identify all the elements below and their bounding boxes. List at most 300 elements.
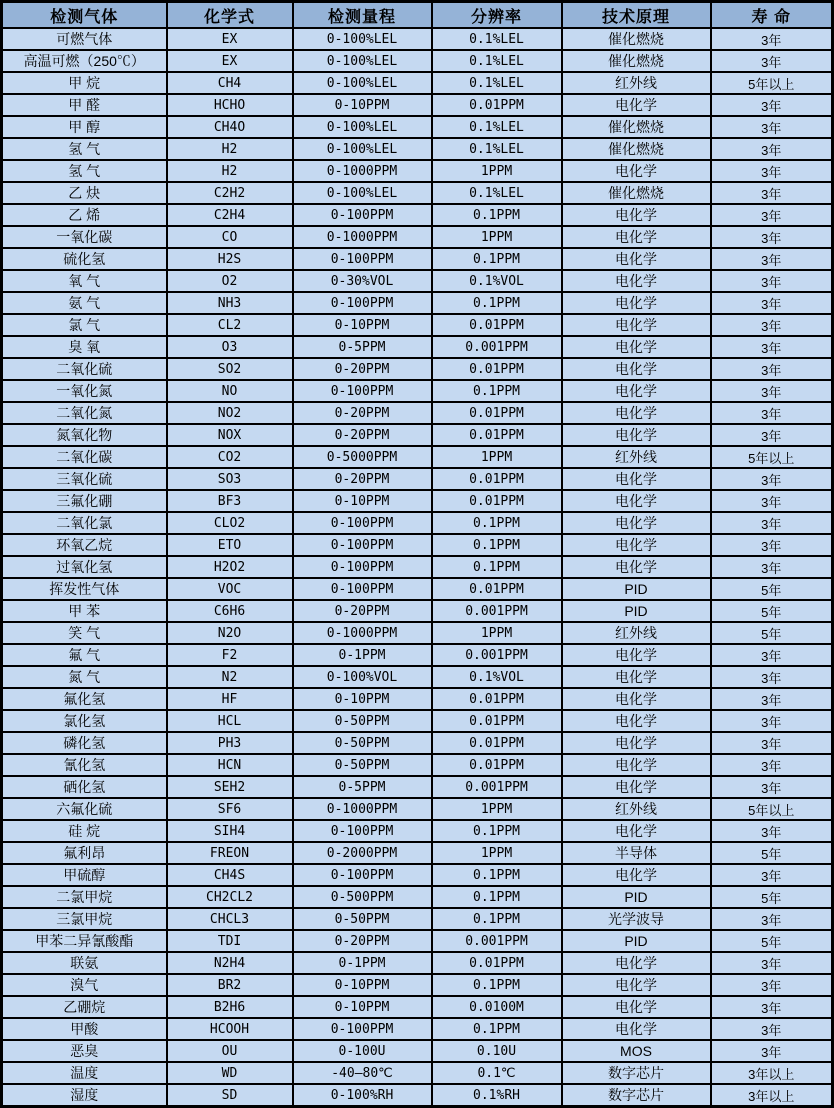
cell-lifespan: 3年 <box>711 556 833 578</box>
cell-formula: N2H4 <box>167 952 293 974</box>
cell-resolution: 0.1%VOL <box>432 666 562 688</box>
cell-principle: 电化学 <box>562 1018 711 1040</box>
cell-range: 0-20PPM <box>293 600 432 622</box>
cell-range: 0-100%LEL <box>293 28 432 50</box>
cell-gas: 氮氧化物 <box>2 424 167 446</box>
cell-range: 0-5000PPM <box>293 446 432 468</box>
cell-principle: PID <box>562 930 711 952</box>
cell-resolution: 0.01PPM <box>432 952 562 974</box>
cell-formula: H2 <box>167 160 293 182</box>
cell-range: 0-100PPM <box>293 556 432 578</box>
cell-principle: 红外线 <box>562 72 711 94</box>
cell-principle: 电化学 <box>562 512 711 534</box>
cell-gas: 磷化氢 <box>2 732 167 754</box>
cell-principle: 电化学 <box>562 226 711 248</box>
cell-resolution: 0.01PPM <box>432 94 562 116</box>
column-header-range: 检测量程 <box>293 2 432 29</box>
cell-resolution: 0.1PPM <box>432 204 562 226</box>
cell-gas: 氟化氢 <box>2 688 167 710</box>
cell-gas: 甲 醇 <box>2 116 167 138</box>
cell-lifespan: 5年 <box>711 622 833 644</box>
cell-gas: 氢 气 <box>2 138 167 160</box>
cell-gas: 二氯甲烷 <box>2 886 167 908</box>
cell-gas: 乙 烯 <box>2 204 167 226</box>
cell-gas: 三氟化硼 <box>2 490 167 512</box>
cell-formula: HCN <box>167 754 293 776</box>
cell-formula: BR2 <box>167 974 293 996</box>
cell-resolution: 0.01PPM <box>432 710 562 732</box>
cell-range: 0-100PPM <box>293 578 432 600</box>
cell-gas: 二氧化氮 <box>2 402 167 424</box>
cell-formula: N2O <box>167 622 293 644</box>
cell-gas: 甲 烷 <box>2 72 167 94</box>
cell-gas: 氢 气 <box>2 160 167 182</box>
cell-lifespan: 3年 <box>711 490 833 512</box>
cell-resolution: 0.0100M <box>432 996 562 1018</box>
cell-lifespan: 3年 <box>711 468 833 490</box>
cell-lifespan: 3年 <box>711 644 833 666</box>
cell-range: 0-10PPM <box>293 314 432 336</box>
cell-range: 0-1000PPM <box>293 160 432 182</box>
table-row <box>2 380 833 402</box>
cell-gas: 甲 苯 <box>2 600 167 622</box>
table-row <box>2 512 833 534</box>
table-row <box>2 886 833 908</box>
cell-range: 0-50PPM <box>293 732 432 754</box>
cell-gas: 高温可燃（250℃） <box>2 50 167 72</box>
cell-principle: 电化学 <box>562 402 711 424</box>
cell-principle: PID <box>562 886 711 908</box>
cell-principle: 电化学 <box>562 776 711 798</box>
cell-resolution: 0.001PPM <box>432 336 562 358</box>
table-row <box>2 754 833 776</box>
cell-resolution: 0.01PPM <box>432 490 562 512</box>
cell-gas: 三氯甲烷 <box>2 908 167 930</box>
cell-formula: CH2CL2 <box>167 886 293 908</box>
cell-gas: 温度 <box>2 1062 167 1084</box>
table-row <box>2 270 833 292</box>
cell-range: 0-1000PPM <box>293 226 432 248</box>
cell-gas: 恶臭 <box>2 1040 167 1062</box>
cell-principle: 电化学 <box>562 490 711 512</box>
cell-range: 0-100PPM <box>293 1018 432 1040</box>
cell-gas: 硒化氢 <box>2 776 167 798</box>
cell-lifespan: 3年 <box>711 1018 833 1040</box>
table-row <box>2 94 833 116</box>
cell-principle: 电化学 <box>562 204 711 226</box>
cell-formula: SD <box>167 1084 293 1107</box>
cell-formula: NH3 <box>167 292 293 314</box>
cell-resolution: 0.10U <box>432 1040 562 1062</box>
cell-gas: 二氧化氯 <box>2 512 167 534</box>
cell-range: 0-100%LEL <box>293 72 432 94</box>
cell-lifespan: 3年 <box>711 28 833 50</box>
cell-lifespan: 3年 <box>711 314 833 336</box>
cell-principle: 数字芯片 <box>562 1084 711 1107</box>
cell-resolution: 0.01PPM <box>432 688 562 710</box>
cell-resolution: 0.01PPM <box>432 358 562 380</box>
cell-formula: F2 <box>167 644 293 666</box>
cell-gas: 氟 气 <box>2 644 167 666</box>
cell-gas: 甲 醛 <box>2 94 167 116</box>
cell-formula: OU <box>167 1040 293 1062</box>
cell-resolution: 0.001PPM <box>432 776 562 798</box>
cell-principle: 红外线 <box>562 446 711 468</box>
cell-resolution: 0.1PPM <box>432 556 562 578</box>
cell-range: 0-500PPM <box>293 886 432 908</box>
cell-resolution: 0.1%LEL <box>432 182 562 204</box>
cell-formula: HCHO <box>167 94 293 116</box>
cell-formula: EX <box>167 50 293 72</box>
cell-lifespan: 3年 <box>711 1040 833 1062</box>
table-row <box>2 1040 833 1062</box>
table-row <box>2 226 833 248</box>
table-row <box>2 1084 833 1107</box>
cell-formula: O3 <box>167 336 293 358</box>
cell-lifespan: 3年 <box>711 512 833 534</box>
cell-range: 0-10PPM <box>293 996 432 1018</box>
cell-formula: PH3 <box>167 732 293 754</box>
cell-lifespan: 5年 <box>711 930 833 952</box>
cell-range: 0-10PPM <box>293 490 432 512</box>
cell-lifespan: 5年以上 <box>711 798 833 820</box>
table-row <box>2 732 833 754</box>
cell-principle: 电化学 <box>562 380 711 402</box>
cell-range: 0-100%LEL <box>293 116 432 138</box>
cell-lifespan: 3年 <box>711 776 833 798</box>
cell-range: 0-100PPM <box>293 864 432 886</box>
cell-gas: 氨 气 <box>2 292 167 314</box>
table-row <box>2 710 833 732</box>
cell-formula: C6H6 <box>167 600 293 622</box>
cell-formula: HCOOH <box>167 1018 293 1040</box>
cell-resolution: 0.01PPM <box>432 402 562 424</box>
table-row <box>2 666 833 688</box>
cell-range: 0-100PPM <box>293 534 432 556</box>
cell-lifespan: 3年以上 <box>711 1062 833 1084</box>
cell-gas: 氟利昂 <box>2 842 167 864</box>
cell-principle: 电化学 <box>562 644 711 666</box>
cell-range: 0-5PPM <box>293 776 432 798</box>
cell-formula: HF <box>167 688 293 710</box>
cell-formula: BF3 <box>167 490 293 512</box>
cell-resolution: 0.1℃ <box>432 1062 562 1084</box>
table-row <box>2 600 833 622</box>
cell-gas: 乙 炔 <box>2 182 167 204</box>
cell-principle: 电化学 <box>562 160 711 182</box>
table-row <box>2 556 833 578</box>
table-row <box>2 248 833 270</box>
cell-lifespan: 3年 <box>711 732 833 754</box>
cell-principle: 数字芯片 <box>562 1062 711 1084</box>
cell-resolution: 0.01PPM <box>432 732 562 754</box>
cell-formula: NO2 <box>167 402 293 424</box>
cell-lifespan: 3年 <box>711 182 833 204</box>
cell-formula: SO2 <box>167 358 293 380</box>
cell-gas: 氯化氢 <box>2 710 167 732</box>
cell-range: 0-1PPM <box>293 952 432 974</box>
cell-principle: 电化学 <box>562 468 711 490</box>
cell-lifespan: 3年 <box>711 116 833 138</box>
cell-range: 0-100PPM <box>293 248 432 270</box>
table-row <box>2 72 833 94</box>
cell-range: 0-20PPM <box>293 424 432 446</box>
table-row <box>2 952 833 974</box>
cell-gas: 一氧化氮 <box>2 380 167 402</box>
cell-principle: 催化燃烧 <box>562 116 711 138</box>
table-row <box>2 798 833 820</box>
cell-principle: 电化学 <box>562 292 711 314</box>
cell-gas: 笑 气 <box>2 622 167 644</box>
cell-range: 0-20PPM <box>293 358 432 380</box>
table-row <box>2 1018 833 1040</box>
cell-range: 0-100%LEL <box>293 50 432 72</box>
cell-range: 0-10PPM <box>293 94 432 116</box>
cell-lifespan: 3年 <box>711 688 833 710</box>
cell-resolution: 0.1PPM <box>432 886 562 908</box>
table-row <box>2 28 833 50</box>
cell-formula: N2 <box>167 666 293 688</box>
cell-range: 0-5PPM <box>293 336 432 358</box>
cell-formula: CO <box>167 226 293 248</box>
cell-range: 0-30%VOL <box>293 270 432 292</box>
cell-principle: 红外线 <box>562 622 711 644</box>
cell-range: 0-100%LEL <box>293 182 432 204</box>
cell-resolution: 0.1%VOL <box>432 270 562 292</box>
table-row <box>2 688 833 710</box>
table-row <box>2 424 833 446</box>
table-row <box>2 50 833 72</box>
cell-lifespan: 3年 <box>711 710 833 732</box>
cell-resolution: 1PPM <box>432 446 562 468</box>
table-row <box>2 974 833 996</box>
cell-principle: 电化学 <box>562 94 711 116</box>
cell-range: 0-50PPM <box>293 908 432 930</box>
cell-principle: 电化学 <box>562 952 711 974</box>
cell-range: 0-100%LEL <box>293 138 432 160</box>
cell-principle: 电化学 <box>562 688 711 710</box>
cell-lifespan: 3年 <box>711 402 833 424</box>
cell-gas: 二氧化硫 <box>2 358 167 380</box>
column-header-gas: 检测气体 <box>2 2 167 29</box>
cell-formula: SO3 <box>167 468 293 490</box>
cell-range: 0-100PPM <box>293 380 432 402</box>
cell-resolution: 0.01PPM <box>432 314 562 336</box>
cell-lifespan: 3年 <box>711 336 833 358</box>
cell-gas: 可燃气体 <box>2 28 167 50</box>
cell-formula: H2S <box>167 248 293 270</box>
column-header-resolution: 分辨率 <box>432 2 562 29</box>
cell-range: 0-100PPM <box>293 292 432 314</box>
cell-formula: O2 <box>167 270 293 292</box>
cell-lifespan: 3年 <box>711 292 833 314</box>
cell-principle: 催化燃烧 <box>562 182 711 204</box>
cell-resolution: 0.1PPM <box>432 380 562 402</box>
cell-gas: 三氧化硫 <box>2 468 167 490</box>
table-row <box>2 468 833 490</box>
cell-range: 0-100PPM <box>293 820 432 842</box>
table-row <box>2 446 833 468</box>
cell-formula: CH4S <box>167 864 293 886</box>
cell-principle: 电化学 <box>562 248 711 270</box>
cell-range: 0-10PPM <box>293 974 432 996</box>
cell-lifespan: 5年 <box>711 600 833 622</box>
cell-range: 0-100PPM <box>293 512 432 534</box>
cell-range: 0-1PPM <box>293 644 432 666</box>
cell-lifespan: 3年 <box>711 864 833 886</box>
cell-lifespan: 3年 <box>711 974 833 996</box>
cell-lifespan: 3年以上 <box>711 1084 833 1107</box>
table-row <box>2 314 833 336</box>
cell-formula: CHCL3 <box>167 908 293 930</box>
cell-lifespan: 5年 <box>711 886 833 908</box>
cell-gas: 过氧化氢 <box>2 556 167 578</box>
cell-gas: 甲硫醇 <box>2 864 167 886</box>
table-row <box>2 996 833 1018</box>
cell-lifespan: 5年 <box>711 842 833 864</box>
table-row <box>2 490 833 512</box>
cell-principle: 半导体 <box>562 842 711 864</box>
table-row <box>2 534 833 556</box>
cell-range: 0-20PPM <box>293 468 432 490</box>
cell-lifespan: 3年 <box>711 94 833 116</box>
cell-gas: 湿度 <box>2 1084 167 1107</box>
cell-lifespan: 3年 <box>711 226 833 248</box>
cell-lifespan: 5年以上 <box>711 72 833 94</box>
cell-principle: 电化学 <box>562 732 711 754</box>
cell-lifespan: 5年以上 <box>711 446 833 468</box>
cell-range: 0-20PPM <box>293 402 432 424</box>
cell-principle: 电化学 <box>562 534 711 556</box>
cell-range: 0-50PPM <box>293 710 432 732</box>
cell-formula: EX <box>167 28 293 50</box>
cell-formula: SIH4 <box>167 820 293 842</box>
cell-formula: C2H2 <box>167 182 293 204</box>
cell-lifespan: 3年 <box>711 248 833 270</box>
cell-resolution: 0.1PPM <box>432 864 562 886</box>
table-row <box>2 1062 833 1084</box>
cell-resolution: 0.1%LEL <box>432 50 562 72</box>
table-row <box>2 116 833 138</box>
cell-principle: 电化学 <box>562 270 711 292</box>
cell-lifespan: 3年 <box>711 424 833 446</box>
cell-principle: 电化学 <box>562 336 711 358</box>
cell-formula: CH4O <box>167 116 293 138</box>
cell-resolution: 0.01PPM <box>432 578 562 600</box>
cell-resolution: 0.001PPM <box>432 930 562 952</box>
cell-gas: 硫化氢 <box>2 248 167 270</box>
cell-formula: CO2 <box>167 446 293 468</box>
cell-range: 0-1000PPM <box>293 622 432 644</box>
cell-resolution: 0.01PPM <box>432 754 562 776</box>
cell-range: 0-100%RH <box>293 1084 432 1107</box>
cell-gas: 二氧化碳 <box>2 446 167 468</box>
cell-resolution: 0.1PPM <box>432 908 562 930</box>
cell-resolution: 0.1PPM <box>432 292 562 314</box>
column-header-formula: 化学式 <box>167 2 293 29</box>
cell-lifespan: 5年 <box>711 578 833 600</box>
cell-principle: 电化学 <box>562 820 711 842</box>
table-row <box>2 182 833 204</box>
cell-resolution: 0.01PPM <box>432 424 562 446</box>
cell-resolution: 0.1PPM <box>432 820 562 842</box>
table-row <box>2 336 833 358</box>
cell-principle: 催化燃烧 <box>562 50 711 72</box>
cell-lifespan: 3年 <box>711 754 833 776</box>
cell-gas: 联氨 <box>2 952 167 974</box>
cell-principle: 催化燃烧 <box>562 28 711 50</box>
table-row <box>2 842 833 864</box>
cell-principle: 电化学 <box>562 556 711 578</box>
cell-lifespan: 3年 <box>711 820 833 842</box>
cell-gas: 溴气 <box>2 974 167 996</box>
cell-lifespan: 3年 <box>711 908 833 930</box>
cell-resolution: 1PPM <box>432 622 562 644</box>
table-row <box>2 292 833 314</box>
cell-resolution: 0.1%RH <box>432 1084 562 1107</box>
cell-principle: 电化学 <box>562 974 711 996</box>
cell-lifespan: 3年 <box>711 270 833 292</box>
cell-formula: CLO2 <box>167 512 293 534</box>
table-row <box>2 908 833 930</box>
table-row <box>2 644 833 666</box>
table-body <box>2 28 833 1107</box>
cell-formula: NO <box>167 380 293 402</box>
cell-gas: 一氧化碳 <box>2 226 167 248</box>
cell-gas: 氰化氢 <box>2 754 167 776</box>
cell-lifespan: 3年 <box>711 380 833 402</box>
cell-gas: 臭 氧 <box>2 336 167 358</box>
cell-resolution: 1PPM <box>432 226 562 248</box>
table-header <box>2 2 833 29</box>
cell-range: 0-10PPM <box>293 688 432 710</box>
cell-range: -40—80℃ <box>293 1062 432 1084</box>
cell-principle: 电化学 <box>562 996 711 1018</box>
cell-resolution: 1PPM <box>432 798 562 820</box>
column-header-lifespan: 寿 命 <box>711 2 833 29</box>
cell-resolution: 0.1PPM <box>432 512 562 534</box>
cell-resolution: 0.1PPM <box>432 248 562 270</box>
cell-lifespan: 3年 <box>711 952 833 974</box>
cell-range: 0-100%VOL <box>293 666 432 688</box>
table-row <box>2 776 833 798</box>
cell-lifespan: 3年 <box>711 138 833 160</box>
table-header-row <box>2 2 833 29</box>
cell-resolution: 1PPM <box>432 160 562 182</box>
cell-resolution: 0.1PPM <box>432 1018 562 1040</box>
table-row <box>2 864 833 886</box>
cell-range: 0-1000PPM <box>293 798 432 820</box>
cell-range: 0-50PPM <box>293 754 432 776</box>
cell-resolution: 0.01PPM <box>432 468 562 490</box>
cell-gas: 甲酸 <box>2 1018 167 1040</box>
table-row <box>2 160 833 182</box>
cell-resolution: 0.1%LEL <box>432 138 562 160</box>
cell-gas: 氮 气 <box>2 666 167 688</box>
table-row <box>2 138 833 160</box>
cell-formula: H2O2 <box>167 556 293 578</box>
cell-formula: FREON <box>167 842 293 864</box>
cell-formula: SEH2 <box>167 776 293 798</box>
cell-formula: TDI <box>167 930 293 952</box>
cell-gas: 氧 气 <box>2 270 167 292</box>
cell-resolution: 0.001PPM <box>432 600 562 622</box>
cell-range: 0-100PPM <box>293 204 432 226</box>
table-row <box>2 204 833 226</box>
cell-lifespan: 3年 <box>711 996 833 1018</box>
table-row <box>2 402 833 424</box>
cell-lifespan: 3年 <box>711 534 833 556</box>
